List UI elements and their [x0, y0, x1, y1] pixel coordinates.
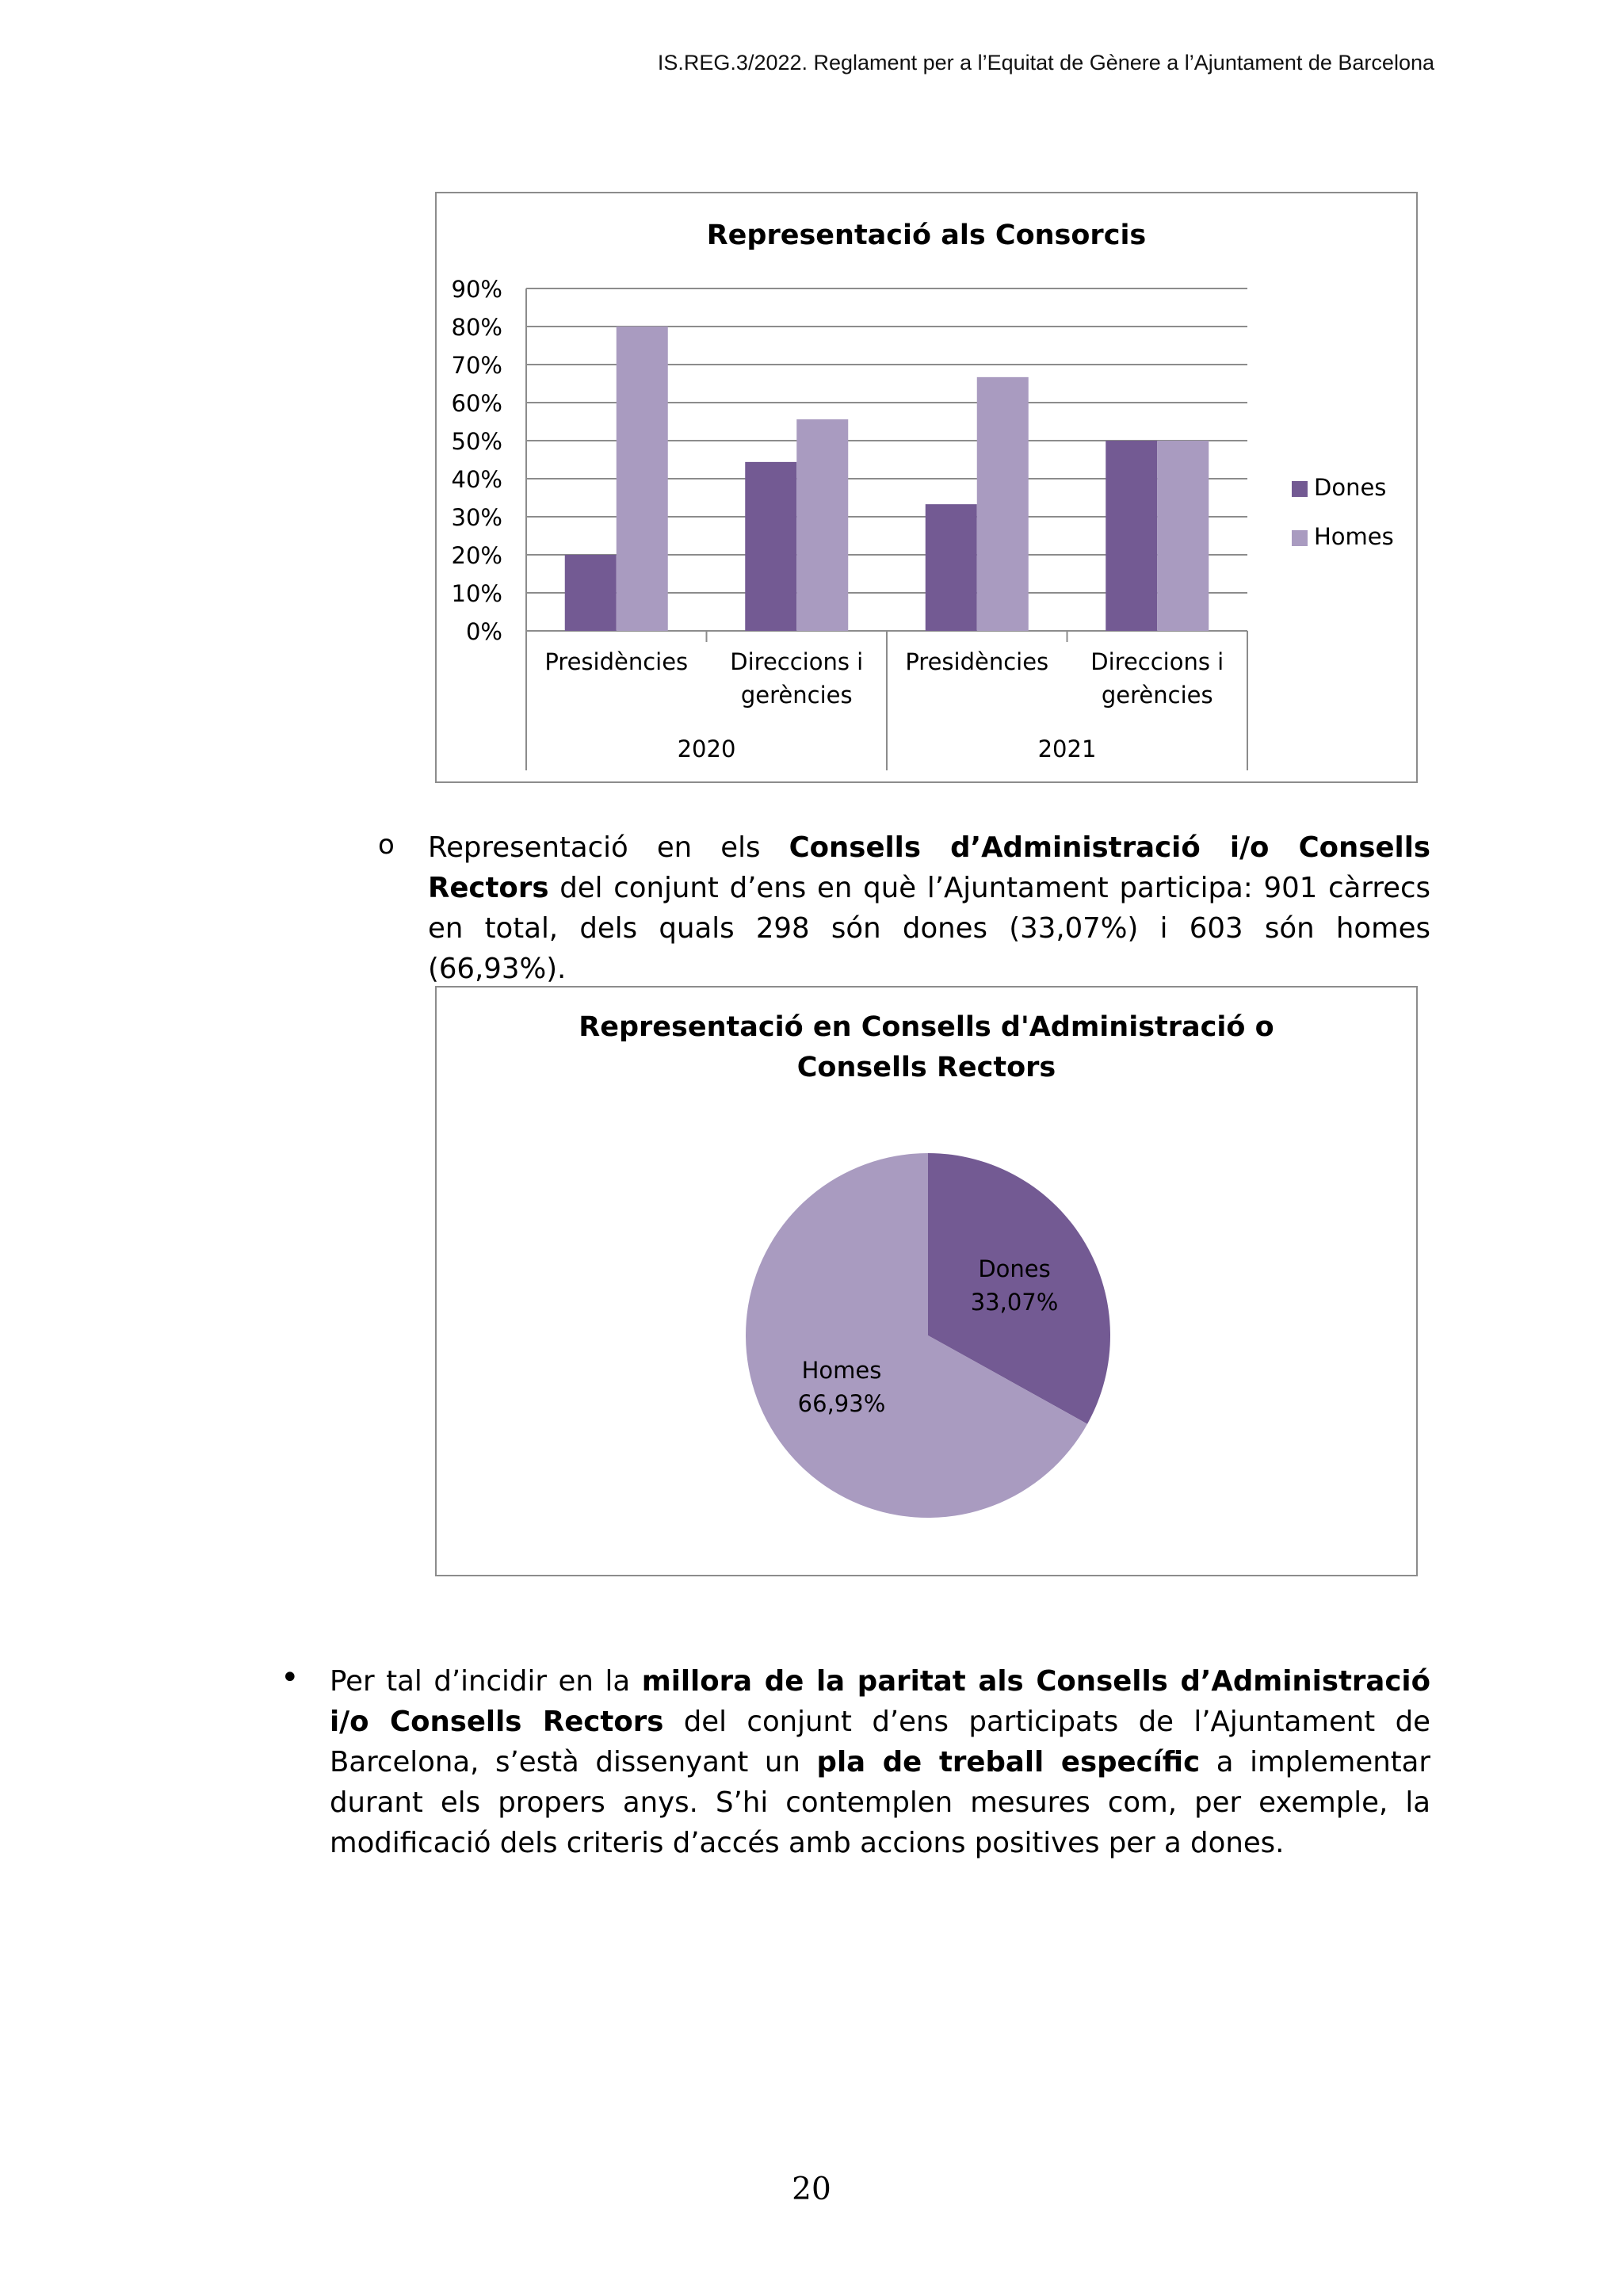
sub-item-paragraph: [428, 827, 1430, 989]
sub-item-bold: Consells d’Administració i/o Consells Rectors: [428, 831, 1430, 904]
running-header: IS.REG.3/2022. Reglament per a l’Equitat de Gènere a l’Ajuntament de Barcelona: [657, 51, 1434, 74]
page-number: 20: [792, 2172, 831, 2207]
pie-data-label: Homes 66,93%: [797, 1357, 886, 1418]
x-category-label: Direccions i gerències: [730, 648, 864, 709]
bar-chart-canvas: [437, 193, 1416, 781]
list-marker-bullet: •: [281, 1660, 300, 1696]
bar-homes: [796, 419, 848, 631]
x-group-label: 2021: [1037, 735, 1097, 762]
bar-dones: [926, 504, 977, 631]
sub-item-text-2: del conjunt d’ens en què l’Ajuntament participa: 901 càrrecs en total, dels quals 298 són dones (33,07%) i 603 són homes (66,93%).: [428, 872, 1430, 985]
pie-chart: [435, 986, 1418, 1576]
legend-label: Dones: [1314, 474, 1387, 501]
legend-swatch: [1292, 530, 1308, 546]
pie-data-label: Dones 33,07%: [970, 1255, 1059, 1316]
bar-chart-title: Representació als Consorcis: [706, 220, 1147, 251]
bullet-text-3: a implementar durant els propers anys. S’hi contemplen mesures com, per exemple, la modificació dels criteris d’accés amb accions positives per a dones.: [330, 1746, 1431, 1859]
bullet-bold-2: pla de treball específic: [816, 1746, 1201, 1778]
bullet-text-1: Per tal d’incidir en la: [330, 1665, 642, 1698]
y-tick-label: 20%: [451, 542, 502, 569]
pie-chart-title: Representació en Consells d'Administració o Consells Rectors: [579, 1011, 1274, 1083]
bar-dones: [745, 462, 796, 631]
x-category-label: Direccions i gerències: [1090, 648, 1224, 709]
bar-dones: [1106, 441, 1157, 631]
y-tick-label: 70%: [451, 352, 502, 379]
y-tick-label: 10%: [451, 580, 502, 607]
x-category-label: Presidències: [905, 648, 1049, 675]
y-tick-label: 40%: [451, 466, 502, 493]
legend-label: Homes: [1314, 523, 1394, 550]
bar-homes: [977, 377, 1029, 631]
y-tick-label: 0%: [465, 618, 502, 645]
y-tick-label: 90%: [451, 276, 502, 303]
list-marker-circle: o: [378, 829, 395, 861]
pie-chart-canvas: [437, 988, 1416, 1575]
x-category-label: Presidències: [544, 648, 689, 675]
sub-item-text-1: Representació en els: [428, 831, 789, 864]
bullet-text-2: del conjunt d’ens participats de l’Ajuntament de Barcelona, s’està dissenyant un: [330, 1706, 1430, 1778]
y-tick-label: 60%: [451, 390, 502, 417]
bar-chart: [435, 192, 1418, 783]
y-tick-label: 80%: [451, 314, 502, 341]
y-tick-label: 50%: [451, 428, 502, 455]
bar-dones: [565, 555, 617, 631]
x-group-label: 2020: [677, 735, 736, 762]
legend-swatch: [1292, 481, 1308, 497]
bar-homes: [1157, 441, 1209, 631]
bar-homes: [617, 327, 668, 631]
bullet-bold-1: millora de la paritat als Consells d’Administració i/o Consells Rectors: [330, 1665, 1430, 1738]
y-tick-label: 30%: [451, 504, 502, 531]
bullet-paragraph: [330, 1661, 1430, 1863]
